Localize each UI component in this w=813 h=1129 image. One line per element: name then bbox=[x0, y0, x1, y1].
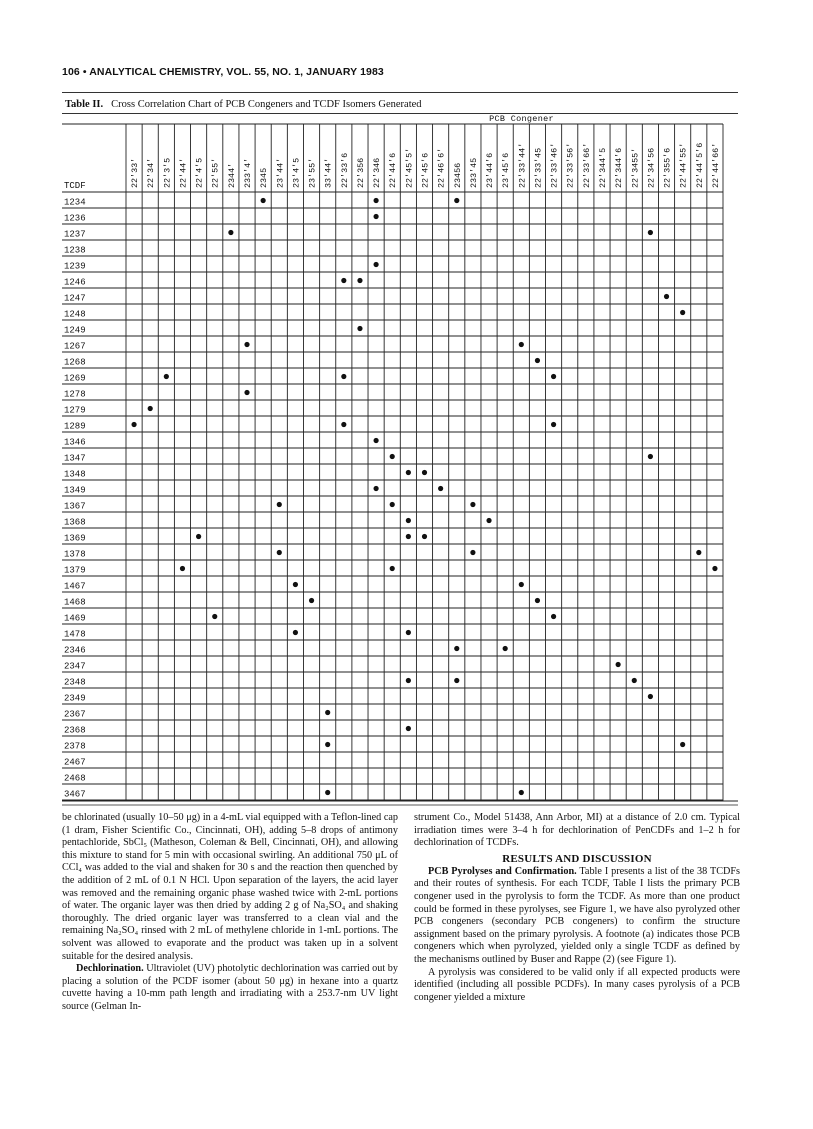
correlation-dot bbox=[164, 374, 169, 379]
row-label: 1236 bbox=[64, 213, 86, 224]
correlation-dot bbox=[390, 502, 395, 507]
correlation-dot bbox=[422, 470, 427, 475]
row-label: 1237 bbox=[64, 229, 86, 240]
section-heading: RESULTS AND DISCUSSION bbox=[502, 852, 652, 865]
column-label: 23'45'6 bbox=[501, 152, 512, 188]
correlation-dot bbox=[470, 502, 475, 507]
correlation-dot bbox=[519, 790, 524, 795]
correlation-dot bbox=[373, 438, 378, 443]
row-label: 2368 bbox=[64, 725, 86, 736]
column-label: 23'4'5 bbox=[291, 157, 302, 188]
row-header-tcdf: TCDF bbox=[64, 181, 86, 191]
correlation-dot bbox=[454, 646, 459, 651]
dechlorination-lead: Dechlorination. bbox=[76, 963, 144, 975]
column-label: 2345 bbox=[259, 167, 270, 188]
column-label: 22'55' bbox=[210, 157, 221, 188]
correlation-dot bbox=[632, 678, 637, 683]
row-label: 1269 bbox=[64, 373, 86, 384]
correlation-dot bbox=[406, 678, 411, 683]
column-label: 233'45 bbox=[468, 157, 479, 188]
column-label: 22'44'66' bbox=[710, 142, 721, 188]
row-label: 3467 bbox=[64, 789, 86, 800]
column-label: 22'346 bbox=[372, 157, 383, 188]
correlation-dot bbox=[325, 710, 330, 715]
row-label: 1478 bbox=[64, 629, 86, 640]
column-label: 22'34' bbox=[146, 157, 157, 188]
correlation-dot bbox=[551, 374, 556, 379]
correlation-dot bbox=[148, 406, 153, 411]
column-label: 22'344'6 bbox=[614, 147, 625, 188]
correlation-dot bbox=[535, 598, 540, 603]
correlation-dot bbox=[373, 214, 378, 219]
row-label: 1248 bbox=[64, 309, 86, 320]
correlation-dot bbox=[261, 198, 266, 203]
correlation-dot bbox=[325, 742, 330, 747]
correlation-dot bbox=[535, 358, 540, 363]
row-label: 1246 bbox=[64, 277, 86, 288]
correlation-dot bbox=[486, 518, 491, 523]
row-label: 1238 bbox=[64, 245, 86, 256]
correlation-dot bbox=[503, 646, 508, 651]
correlation-dot bbox=[454, 678, 459, 683]
correlation-dot bbox=[696, 550, 701, 555]
column-label: 22'44'6 bbox=[388, 152, 399, 188]
row-label: 1249 bbox=[64, 325, 86, 336]
column-label: 23'44' bbox=[275, 157, 286, 188]
column-label: 22'44'55' bbox=[678, 142, 689, 188]
left-column bbox=[62, 812, 398, 1014]
correlation-dot bbox=[454, 198, 459, 203]
correlation-dot bbox=[648, 454, 653, 459]
row-label: 2346 bbox=[64, 645, 86, 656]
column-label: 22'44' bbox=[178, 157, 189, 188]
running-head: 106 • ANALYTICAL CHEMISTRY, VOL. 55, NO. 1, JANUARY 1983 bbox=[62, 66, 384, 78]
row-label: 2347 bbox=[64, 661, 86, 672]
correlation-dot bbox=[244, 390, 249, 395]
column-label: 22'45'5' bbox=[404, 147, 415, 188]
table-label: Table II. bbox=[65, 99, 104, 110]
row-label: 2367 bbox=[64, 709, 86, 720]
column-label: 22'355'6 bbox=[662, 147, 673, 188]
column-label: 23456 bbox=[452, 162, 463, 188]
correlation-dot bbox=[390, 566, 395, 571]
row-label: 1468 bbox=[64, 597, 86, 608]
row-label: 2348 bbox=[64, 677, 86, 688]
correlation-dot bbox=[341, 422, 346, 427]
column-label: 22'3'5 bbox=[162, 157, 173, 188]
correlation-dot bbox=[341, 374, 346, 379]
dechlorination-text: Ultraviolet (UV) photolytic dechlorination was carried out by placing a solution of the PCDF isomer (about 50 μg) in hexane into a quartz cuvette having a 10-mm path length and irradiating with a 253.7-nm UV light source (Gelman In- bbox=[62, 963, 398, 1012]
row-label: 1347 bbox=[64, 453, 86, 464]
correlation-dot bbox=[277, 502, 282, 507]
correlation-dot bbox=[212, 614, 217, 619]
correlation-dot bbox=[616, 662, 621, 667]
correlation-dot bbox=[373, 486, 378, 491]
correlation-dot bbox=[680, 742, 685, 747]
column-label: 22'33'6 bbox=[339, 152, 350, 188]
correlation-dot bbox=[406, 726, 411, 731]
column-label: 22'33'56' bbox=[565, 142, 576, 188]
correlation-dot bbox=[244, 342, 249, 347]
pcb-congener-header: PCB Congener bbox=[489, 114, 554, 124]
correlation-dot bbox=[228, 230, 233, 235]
left-paragraph-1: be chlorinated (usually 10–50 μg) in a 4-mL vial equipped with a Teflon-lined cap (1 dram, Fisher Scientific Co., Cincinnati, OH), adding 5–8 drops of antimony pentachloride, SbCl₅ (Matheson, Coleman & Bell, Cincinnati, OH), and allowing this mixture to stand for 5 min with occasional swirling. An additional 750 μL of CCl₄ was added to the vial and shaken for 30 s and the reaction then quenched by the addition of 2 mL of 0.1 N HCl. Upon separation of the layers, the acid layer was removed and the remaining organic phase washed twice with 2-mL portions of water. The organic layer was then dried by adding 2 g of Na₂SO₄ and shaking thoroughly. The dried organic layer was transferred to a clean vial and the remaining Na₂SO₄ rinsed with 2 mL of methylene chloride in 1-mL portions. The solvent was allowed to evaporate and the product was taken up in a solvent suitable for the desired analysis. bbox=[62, 812, 398, 962]
row-label: 1289 bbox=[64, 421, 86, 432]
column-label: 22'45'6 bbox=[420, 152, 431, 188]
correlation-dot bbox=[180, 566, 185, 571]
row-label: 1239 bbox=[64, 261, 86, 272]
column-label: 22'33'44' bbox=[517, 142, 528, 188]
row-label: 1367 bbox=[64, 501, 86, 512]
row-label: 1267 bbox=[64, 341, 86, 352]
correlation-dot bbox=[406, 470, 411, 475]
correlation-dot bbox=[357, 278, 362, 283]
right-paragraph-1: strument Co., Model 51438, Ann Arbor, MI) at a distance of 2.0 cm. Typical irradiation times were 3–4 h for dechlorination of PenCDFs and 1–2 h for dechlorination of TCDFs. bbox=[414, 812, 740, 849]
row-label: 1234 bbox=[64, 197, 86, 208]
row-label: 1467 bbox=[64, 581, 86, 592]
column-label: 22'33'45 bbox=[533, 147, 544, 188]
row-label: 1369 bbox=[64, 533, 86, 544]
correlation-dot bbox=[470, 550, 475, 555]
correlation-dot bbox=[277, 550, 282, 555]
right-paragraph-3: A pyrolysis was considered to be valid only if all expected products were identified (including all possible PCDFs). In many cases pyrolysis of a PCB congener yielded a mixture bbox=[414, 966, 740, 1003]
correlation-dot bbox=[551, 422, 556, 427]
correlation-dot bbox=[390, 454, 395, 459]
correlation-dot bbox=[131, 422, 136, 427]
row-label: 1348 bbox=[64, 469, 86, 480]
column-label: 22'46'6' bbox=[436, 147, 447, 188]
column-label: 2344' bbox=[226, 162, 237, 188]
column-label: 23'44'6 bbox=[485, 152, 496, 188]
column-label: 22'4'5 bbox=[194, 157, 205, 188]
correlation-dot bbox=[196, 534, 201, 539]
row-label: 2349 bbox=[64, 693, 86, 704]
correlation-dot bbox=[293, 582, 298, 587]
correlation-dot bbox=[406, 534, 411, 539]
correlation-dot bbox=[341, 278, 346, 283]
correlation-dot bbox=[438, 486, 443, 491]
correlation-dot bbox=[357, 326, 362, 331]
row-label: 1349 bbox=[64, 485, 86, 496]
row-label: 1279 bbox=[64, 405, 86, 416]
pyrolyses-text: Table I presents a list of the 38 TCDFs and their routes of synthesis. For each TCDF, Table I lists the primary PCB congener used in the pyrolysis to form the TCDF. As more than one product could be formed in these pyrolyses, see Figure 1, we have also pyrolyzed other PCB congeners (secondary PCB congeners) to confirm the structure assignment based on the primary pyrolysis. A footnote (a) indicates those PCB congeners which when pyrolyzed, yielded only a single TCDF as defined by the mechanisms outlined by Buser and Rappe (2) (see Figure 1). bbox=[414, 865, 740, 965]
correlation-dot bbox=[648, 230, 653, 235]
row-label: 2467 bbox=[64, 757, 86, 768]
right-paragraph-2 bbox=[414, 866, 740, 967]
correlation-dot bbox=[519, 342, 524, 347]
correlation-dot bbox=[648, 694, 653, 699]
correlation-dot bbox=[680, 310, 685, 315]
pyrolyses-lead: PCB Pyrolyses and Confirmation. bbox=[428, 865, 577, 877]
row-label: 1268 bbox=[64, 357, 86, 368]
column-label: 22'34'56 bbox=[646, 147, 657, 188]
correlation-dot bbox=[406, 630, 411, 635]
correlation-dot bbox=[293, 630, 298, 635]
row-label: 1378 bbox=[64, 549, 86, 560]
correlation-dot bbox=[551, 614, 556, 619]
row-label: 2378 bbox=[64, 741, 86, 752]
correlation-dot bbox=[325, 790, 330, 795]
column-label: 22'356 bbox=[355, 157, 366, 188]
correlation-dot bbox=[519, 582, 524, 587]
column-label: 22'33'46' bbox=[549, 142, 560, 188]
correlation-dot bbox=[664, 294, 669, 299]
row-label: 1278 bbox=[64, 389, 86, 400]
row-label: 1346 bbox=[64, 437, 86, 448]
column-label: 23'55' bbox=[307, 157, 318, 188]
row-label: 1379 bbox=[64, 565, 86, 576]
row-label: 1368 bbox=[64, 517, 86, 528]
correlation-dot bbox=[406, 518, 411, 523]
correlation-dot bbox=[373, 262, 378, 267]
correlation-dot bbox=[712, 566, 717, 571]
row-label: 1247 bbox=[64, 293, 86, 304]
correlation-dot bbox=[373, 198, 378, 203]
column-label: 22'344'5 bbox=[597, 147, 608, 188]
correlation-dot bbox=[309, 598, 314, 603]
row-label: 2468 bbox=[64, 773, 86, 784]
column-label: 22'33' bbox=[130, 157, 141, 188]
column-label: 233'4' bbox=[243, 157, 254, 188]
correlation-dot bbox=[422, 534, 427, 539]
column-label: 33'44' bbox=[323, 157, 334, 188]
row-label: 1469 bbox=[64, 613, 86, 624]
left-paragraph-2 bbox=[62, 963, 398, 1013]
right-column bbox=[414, 812, 740, 1004]
column-label: 22'3455' bbox=[630, 147, 641, 188]
table-title: Cross Correlation Chart of PCB Congeners and TCDF Isomers Generated bbox=[111, 99, 422, 110]
column-label: 22'44'5'6 bbox=[694, 142, 705, 188]
column-label: 22'33'66' bbox=[581, 142, 592, 188]
